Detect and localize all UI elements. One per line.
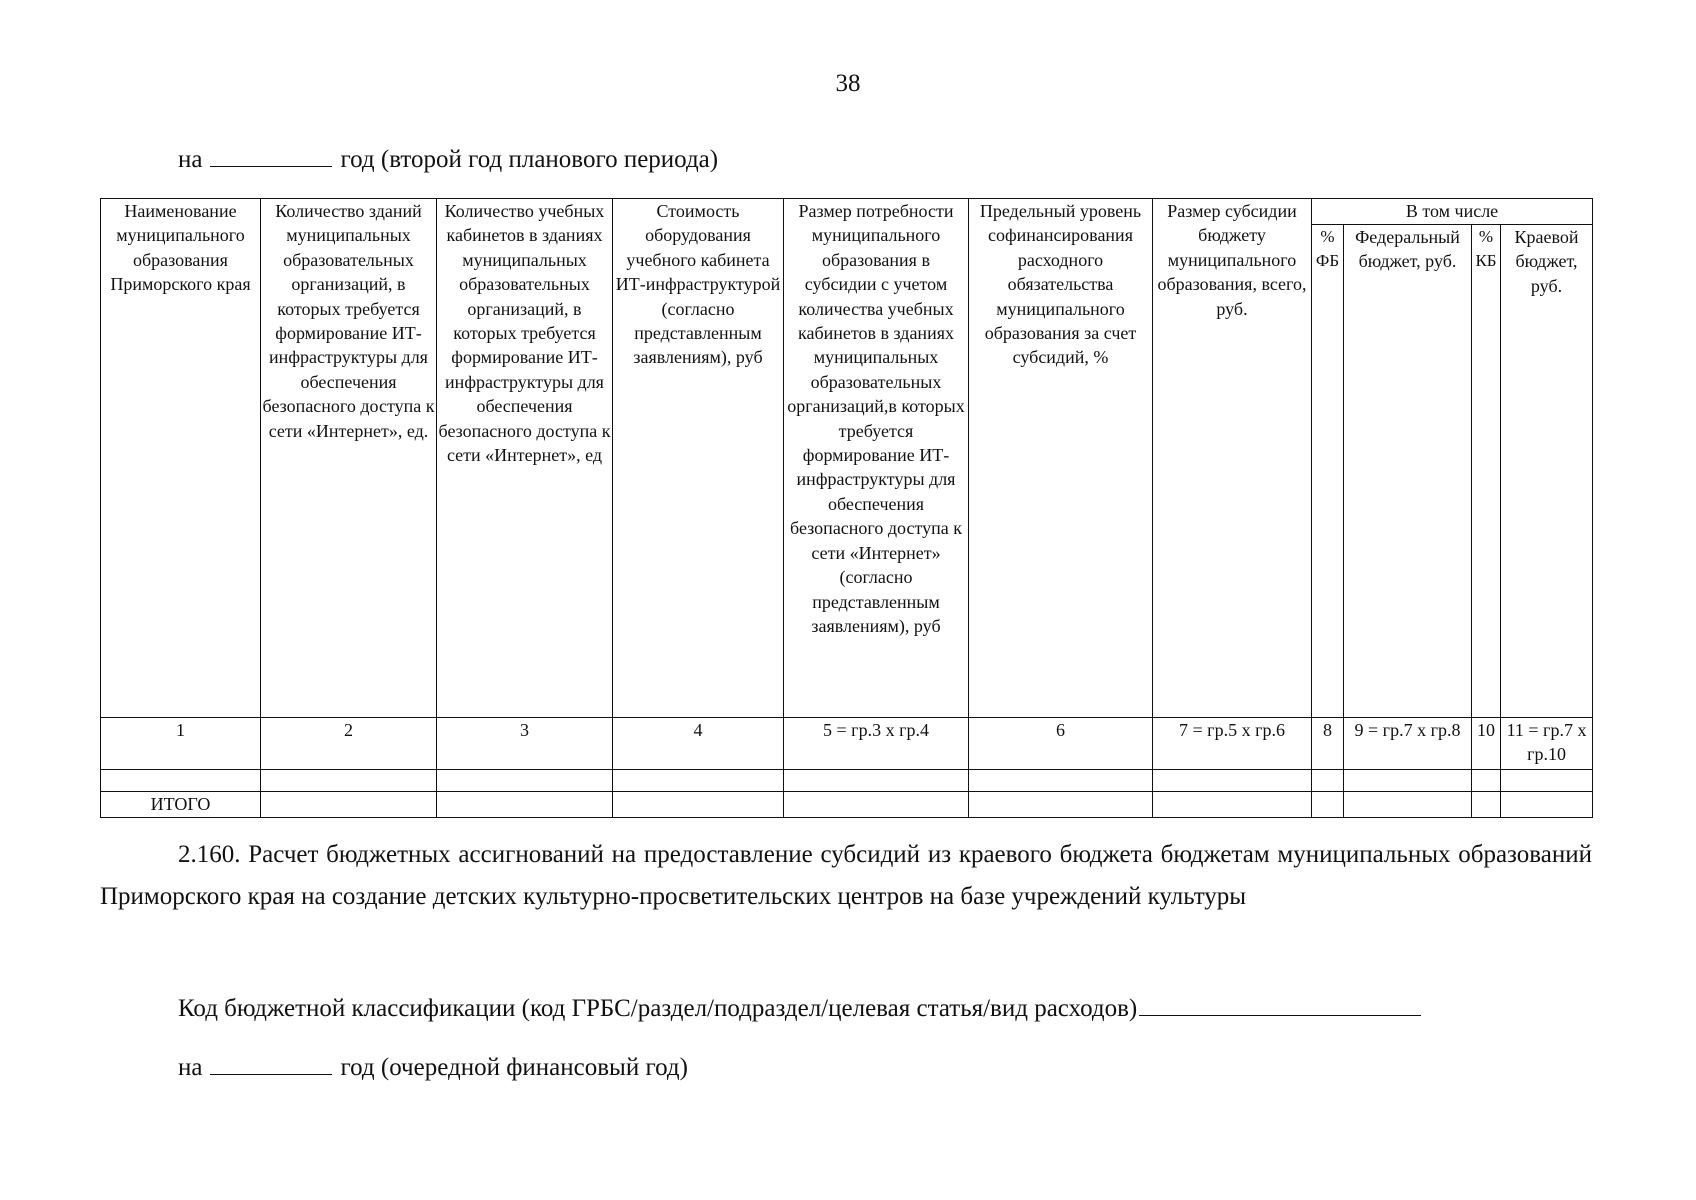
header-cofinancing-level: Предельный уровень софинансирования расходного обязательства муниципального образования за счет субсидий, % xyxy=(969,199,1153,718)
num-cell: 7 = гр.5 х гр.6 xyxy=(1153,718,1312,770)
num-cell: 3 xyxy=(437,718,613,770)
page-number: 38 xyxy=(835,70,861,97)
header-pct-kb: % КБ xyxy=(1472,225,1501,718)
header-buildings-count: Количество зданий муниципальных образовательных организаций, в которых требуется формирование ИТ-инфраструктуры для обеспечения безопасного доступа к сети «Интернет», ед. xyxy=(261,199,437,718)
num-cell: 2 xyxy=(261,718,437,770)
num-cell: 10 xyxy=(1472,718,1501,770)
header-federal-budget: Федеральный бюджет, руб. xyxy=(1344,225,1472,718)
kbk-text: Код бюджетной классификации (код ГРБС/раздел/подраздел/целевая статья/вид расходов) xyxy=(178,995,1138,1022)
header-need-size: Размер потребности муниципального образования в субсидии с учетом количества учебных кабинетов в зданиях муниципальных образовательных организаций,в которых требуется формирование ИТ-инфраструктуры для обеспечения безопасного доступа к сети «Интернет» (согласно представленным заявлениям), руб xyxy=(784,199,969,718)
header-classrooms-count: Количество учебных кабинетов в зданиях муниципальных образовательных организаций, в которых требуется формирование ИТ-инфраструктуры для обеспечения безопасного доступа к сети «Интернет», ед xyxy=(437,199,613,718)
kbk-line xyxy=(178,995,1429,1023)
header-subsidy-total: Размер субсидии бюджету муниципального образования, всего, руб. xyxy=(1153,199,1312,718)
empty-row xyxy=(101,770,1593,792)
period-line xyxy=(178,146,718,174)
num-cell: 11 = гр.7 х гр.10 xyxy=(1501,718,1593,770)
header-row xyxy=(101,199,1593,225)
num-cell: 1 xyxy=(101,718,261,770)
header-pct-fb: % ФБ xyxy=(1312,225,1344,718)
num-cell: 9 = гр.7 х гр.8 xyxy=(1344,718,1472,770)
num-cell: 4 xyxy=(613,718,784,770)
next-period-suffix: год (очередной финансовый год) xyxy=(340,1054,688,1081)
header-including: В том числе xyxy=(1312,199,1593,225)
header-regional-budget: Краевой бюджет, руб. xyxy=(1501,225,1593,718)
header-equipment-cost: Стоимость оборудования учебного кабинета ИТ-инфраструктурой (согласно представленным заявлениям), руб xyxy=(613,199,784,718)
total-row xyxy=(101,792,1593,818)
header-municipality: Наименование муниципального образования Приморского края xyxy=(101,199,261,718)
num-cell: 5 = гр.3 х гр.4 xyxy=(784,718,969,770)
next-period-line xyxy=(178,1054,688,1082)
total-label: ИТОГО xyxy=(101,792,261,818)
num-cell: 6 xyxy=(969,718,1153,770)
period-suffix: год (второй год планового периода) xyxy=(340,146,719,173)
numbers-row xyxy=(101,718,1593,770)
num-cell: 8 xyxy=(1312,718,1344,770)
next-year-blank xyxy=(210,1054,332,1075)
kbk-blank xyxy=(1139,995,1421,1016)
year-blank xyxy=(210,146,332,167)
section-paragraph xyxy=(100,834,1592,918)
next-period-prefix: на xyxy=(178,1054,203,1081)
period-prefix: на xyxy=(178,146,203,173)
paragraph-text: 2.160. Расчет бюджетных ассигнований на предоставление субсидий из краевого бюджета бюджетам муниципальных образований Приморского края на создание детских культурно-просветительских центров на базе учреждений культуры xyxy=(100,841,1592,910)
subsidy-table xyxy=(100,198,1593,818)
